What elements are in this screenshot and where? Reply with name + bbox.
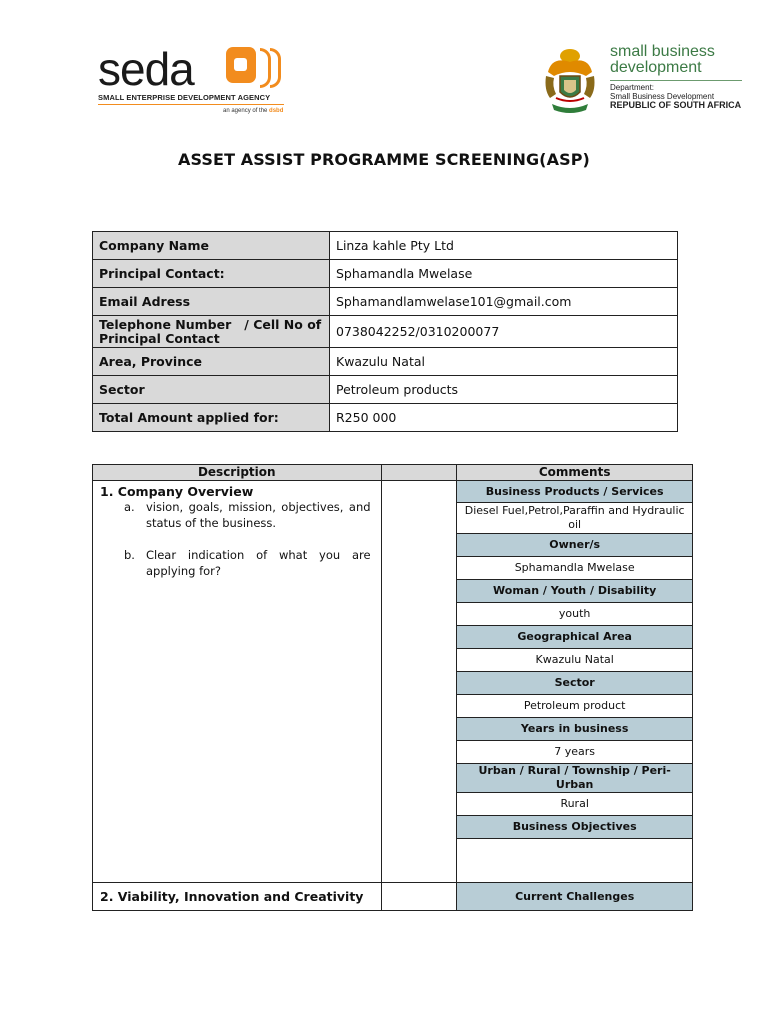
field-label: Total Amount applied for: — [93, 404, 330, 432]
dsbd-title — [610, 44, 715, 76]
table-row — [93, 376, 678, 404]
dsbd-dept-line: REPUBLIC OF SOUTH AFRICA — [610, 100, 742, 110]
field-value[interactable]: Sphamandlamwelase101@gmail.com — [330, 288, 678, 316]
comment-value[interactable]: 7 years — [457, 741, 692, 764]
comment-heading: Sector — [457, 672, 692, 695]
field-label: Area, Province — [93, 348, 330, 376]
middle-header — [381, 465, 457, 481]
list-letter: a. — [124, 500, 135, 514]
table-row — [93, 404, 678, 432]
dsbd-logo — [540, 44, 750, 124]
table-row — [93, 883, 693, 911]
dsbd-dept-line: Small Business Development — [610, 92, 715, 101]
list-letter: b. — [124, 548, 135, 562]
section-description-cell — [93, 481, 382, 883]
section-title: 1. Company Overview — [100, 484, 254, 499]
seda-wordmark: seda — [98, 43, 194, 95]
field-label: Telephone Number / Cell No of Principal Contact — [93, 316, 330, 348]
seda-square-icon — [226, 47, 256, 83]
comment-heading: Business Objectives — [457, 816, 692, 839]
comment-value[interactable]: Sphamandla Mwelase — [457, 557, 692, 580]
field-value[interactable]: Kwazulu Natal — [330, 348, 678, 376]
comment-heading: Owner/s — [457, 534, 692, 557]
page-title: ASSET ASSIST PROGRAMME SCREENING(ASP) — [178, 150, 590, 169]
table-row — [93, 260, 678, 288]
section-description-cell — [93, 883, 382, 911]
list-item — [93, 499, 381, 531]
field-value[interactable]: Sphamandla Mwelase — [330, 260, 678, 288]
comment-heading: Urban / Rural / Township / Peri-Urban — [457, 764, 692, 793]
field-label: Principal Contact: — [93, 260, 330, 288]
table-row — [93, 288, 678, 316]
field-value[interactable]: Linza kahle Pty Ltd — [330, 232, 678, 260]
middle-cell[interactable] — [381, 883, 457, 911]
middle-cell[interactable] — [381, 481, 457, 883]
comment-heading: Current Challenges — [457, 883, 693, 911]
table-header-row — [93, 465, 693, 481]
comments-cell — [457, 481, 693, 883]
comment-heading: Woman / Youth / Disability — [457, 580, 692, 603]
field-label: Sector — [93, 376, 330, 404]
comment-heading: Years in business — [457, 718, 692, 741]
coat-of-arms-icon — [542, 46, 598, 120]
comment-heading: Geographical Area — [457, 626, 692, 649]
seda-arc-icon — [270, 48, 281, 88]
screening-table — [92, 464, 693, 911]
table-row — [93, 481, 693, 883]
field-label: Email Adress — [93, 288, 330, 316]
comments-table — [457, 481, 692, 882]
comment-value[interactable]: Diesel Fuel,Petrol,Paraffin and Hydraulic oil — [457, 503, 692, 534]
company-info-table — [92, 231, 678, 432]
comment-value[interactable]: Kwazulu Natal — [457, 649, 692, 672]
list-text: Clear indication of what you are applying for? — [146, 548, 371, 578]
comment-value[interactable]: youth — [457, 603, 692, 626]
table-row — [93, 348, 678, 376]
comment-value[interactable] — [457, 839, 692, 883]
field-value[interactable]: Petroleum products — [330, 376, 678, 404]
list-text: vision, goals, mission, objectives, and status of the business. — [146, 500, 371, 530]
seda-subtitle: SMALL ENTERPRISE DEVELOPMENT AGENCY — [98, 93, 271, 102]
field-label: Company Name — [93, 232, 330, 260]
dsbd-divider — [610, 80, 742, 81]
comment-value[interactable]: Petroleum product — [457, 695, 692, 718]
dsbd-dept-line: Department: — [610, 83, 655, 92]
comments-header: Comments — [457, 465, 693, 481]
field-value[interactable]: R250 000 — [330, 404, 678, 432]
dsbd-title-line: development — [610, 59, 702, 76]
dsbd-title-line: small business — [610, 43, 715, 60]
seda-logo — [98, 44, 298, 124]
seda-agency-prefix: an agency of the — [223, 108, 268, 114]
comment-value[interactable]: Rural — [457, 793, 692, 816]
seda-agency-line — [223, 108, 283, 114]
list-item — [93, 547, 381, 579]
description-header: Description — [93, 465, 382, 481]
seda-agency-name: dsbd — [269, 108, 284, 114]
seda-divider — [98, 104, 284, 105]
section-title: 2. Viability, Innovation and Creativity — [100, 889, 364, 904]
comment-heading: Business Products / Services — [457, 481, 692, 503]
table-row — [93, 316, 678, 348]
table-row — [93, 232, 678, 260]
field-value[interactable]: 0738042252/0310200077 — [330, 316, 678, 348]
dsbd-department — [610, 83, 741, 110]
